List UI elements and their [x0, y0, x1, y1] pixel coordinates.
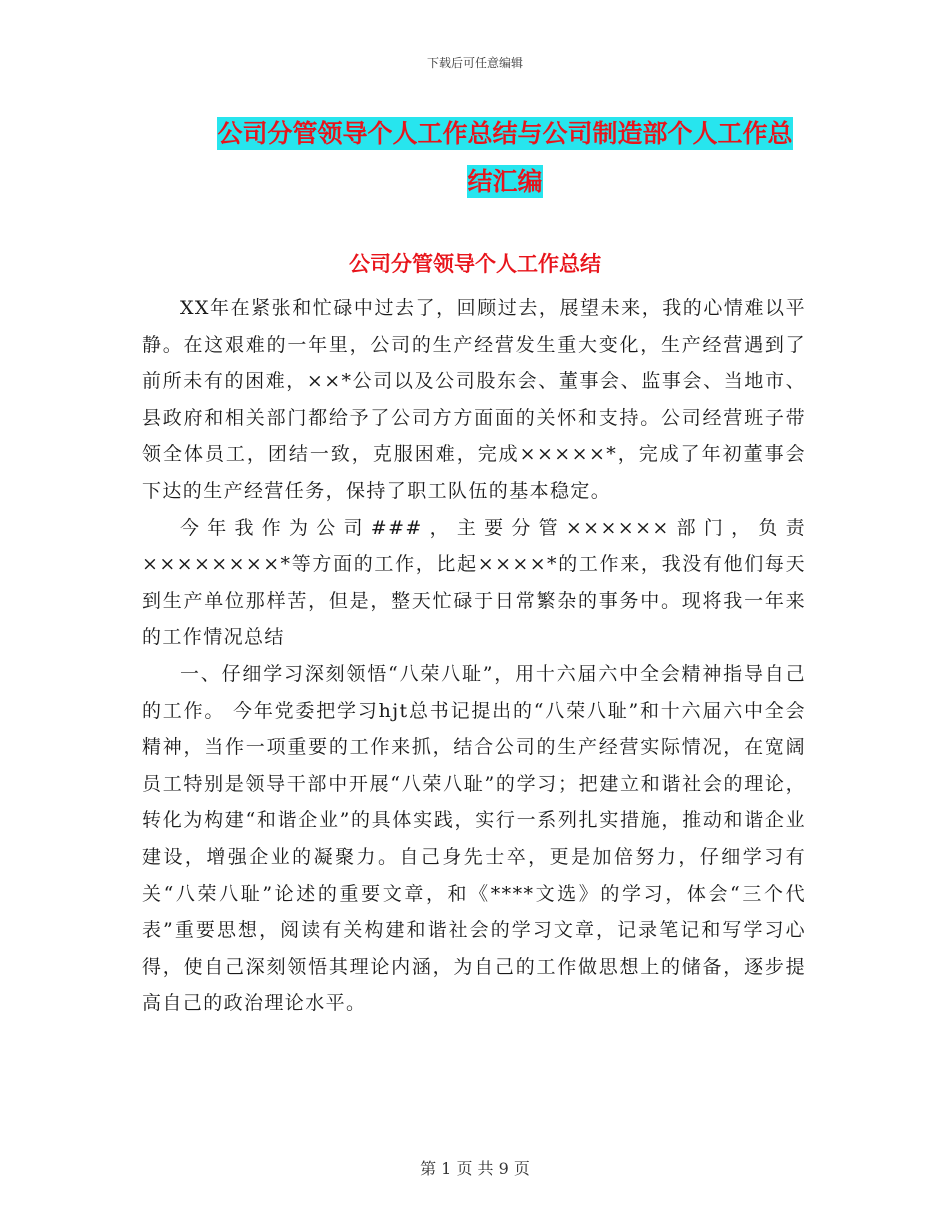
- section-title: 公司分管领导个人工作总结: [349, 252, 601, 276]
- document-title-line-2: 结汇编: [467, 167, 543, 196]
- document-title: [185, 110, 825, 206]
- body-text: [142, 290, 806, 1022]
- document-title-line-1: 公司分管领导个人工作总结与公司制造部个人工作总: [217, 119, 793, 148]
- page-footer: 第 1 页 共 9 页: [420, 1159, 530, 1178]
- paragraph: XX年在紧张和忙碌中过去了，回顾过去，展望未来，我的心情难以平静。在这艰难的一年里，公司的生产经营发生重大变化，生产经营遇到了前所未有的困难，××*公司以及公司股东会、董事会、监事会、当地市、县政府和相关部门都给予了公司方方面面的关怀和支持。公司经营班子带领全体员工，团结一致，克服困难，完成×××××*，完成了年初董事会下达的生产经营任务，保持了职工队伍的基本稳定。: [142, 297, 806, 502]
- paragraph: 今年我作为公司###，主要分管××××××部门，负责××××××××*等方面的工作，比起××××*的工作来，我没有他们每天到生产单位那样苦，但是，整天忙碌于日常繁杂的事务中。现将我一年来的工作情况总结: [142, 516, 806, 649]
- paragraph: 一、仔细学习深刻领悟“八荣八耻”，用十六届六中全会精神指导自己的工作。 今年党委把学习hjt总书记提出的“八荣八耻”和十六届六中全会精神，当作一项重要的工作来抓，结合公司的生产经营实际情况，在宽阔员工特别是领导干部中开展“八荣八耻”的学习；把建立和谐社会的理论，转化为构建“和谐企业”的具体实践，实行一系列扎实措施，推动和谐企业建设，增强企业的凝聚力。自己身先士卒，更是加倍努力，仔细学习有关“八荣八耻”论述的重要文章，和《****文选》的学习，体会“三个代表”重要思想，阅读有关构建和谐社会的学习文章，记录笔记和写学习心得，使自己深刻领悟其理论内涵，为自己的工作做思想上的储备，逐步提高自己的政治理论水平。: [142, 662, 806, 1015]
- header-note: 下载后可任意编辑: [426, 56, 523, 70]
